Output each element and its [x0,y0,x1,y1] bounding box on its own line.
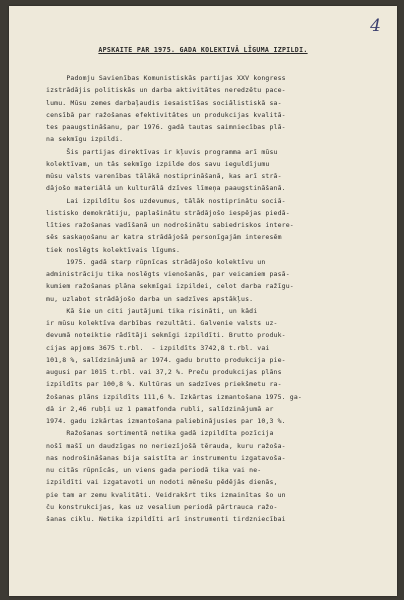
text-line: šanas ciklu. Netika izpildīti arī instrumenti tirdzniecībai [46,515,286,523]
text-line: nas nodrošināšanas bija saistīta ar instrumentu izgatavoša- [46,453,286,462]
text-line: nu citās rūpnīcās, un viens gada periodā tika vai ne- [46,466,262,474]
text-line: 1975. gadā starp rūpnīcas strādājošo kolektīvu un [46,257,266,266]
text-line: Kā šie un citi jautājumi tika risināti, un kādi [46,306,258,315]
text-line: nošī mašī un daudzīgas no neriezījošā tērauda, kuru ražoša- [46,441,286,450]
text-line: izpildīts par 100,8 %. Kultūras un sadzīves priekšmetu ra- [46,380,282,389]
text-line: dā ir 2,46 rubļi uz 1 pamatfonda rubli, salīdzinājumā ar [46,404,274,413]
document-body [46,72,390,525]
text-line: ir mūsu kolektīva darbības rezultāti. Galvenie valsts uz- [46,319,278,327]
text-line: tiek noslēgts kolektīvais līgums. [46,245,181,254]
text-line: Padomju Savienības Komunistiskās partijas XXV kongress [46,74,286,82]
text-line: Šis partijas direktīvas ir kļuvis programma arī mūsu [46,147,278,156]
text-line: listisko demokrātiju, paplašinātu strādājošo iespējas piedā- [46,208,290,217]
text-line: izpildīti vai izgatavoti un nodoti mēnešu pēdējās dienās, [46,478,278,487]
document-title: APSKAITE PAR 1975. GADA KOLEKTIVĀ LĪGUMA IZPILDI. [98,46,308,54]
text-line: censībā par ražošanas efektivitātes un produkcijas kvalitā- [46,110,286,119]
text-line: žošanas plāns izpildīts 111,6 %. Izkārtas izmantošana 1975. ga- [46,392,302,401]
text-line: augusi par 1015 t.rbl. vai 37,2 %. Preču produkcijas plāns [46,368,282,376]
text-line: 1974. gadu izkārtas izmantošana paliebinājusies par 10,3 %. [46,417,286,425]
text-line: devumā noteiktie rādītāji sekmīgi izpildīti. Brutto produk- [46,331,286,340]
text-line: pie tam ar zemu kvalitāti. Veidrakšrt tiks izmainītas šo un [46,490,286,499]
text-line: ču konstrukcijas, kas uz vesalium periodā pārtrauca ražo- [46,502,278,511]
document-page [9,6,397,596]
text-line: mu, uzlabot strādājošo darba un sadzīves apstākļus. [46,294,254,303]
text-line: 101,8 %, salīdzinājumā ar 1974. gadu brutto produkcija pie- [46,355,286,364]
text-line: cijas apjoms 3675 t.rbl. - izpildīts 3742,8 t.rbl. vai [46,343,270,352]
text-line: kolektīvam, un tās sekmīgo izpilde dos savu ieguldījumu [46,159,270,168]
text-line: na sekmīgu izpildi. [46,135,124,144]
text-line: sēs saskaņošanu ar katra strādājošā personīgajām interesēm [46,233,282,242]
text-line: mūsu valsts varenības tālākā nostiprināšanā, kas arī strā- [46,172,282,180]
text-line: izstrādājis politiskās un darba aktivitātes neredzētu pace- [46,86,286,95]
page-number: 4 [370,16,381,36]
text-line: Ražošanas sortimentā netika gadā izpildīta pozīcija [46,429,274,438]
text-line: dājošo materiālā un kulturālā dzīves līmeņa paaugstināšanā. [46,184,286,193]
text-line: administrāciju tika noslēgts vienošanās, par veicamiem pasā- [46,270,290,278]
text-line: Lai izpildītu šos uzdevumus, tālāk nostiprinātu sociā- [46,196,286,205]
text-line: lumu. Mūsu zemes darbaļaudis iesaistīšas sociālistiskā sa- [46,98,282,107]
text-line: līties ražošanas vadīšanā un nodrošinātu sabiedriskos intere- [46,221,294,229]
text-line: kumiem ražošanas plāna sekmīgai izpildei, celot darba ražīgu- [46,282,294,291]
text-line: tes paaugstināšanu, par 1976. gadā tautas saimniecības plā- [46,123,286,131]
